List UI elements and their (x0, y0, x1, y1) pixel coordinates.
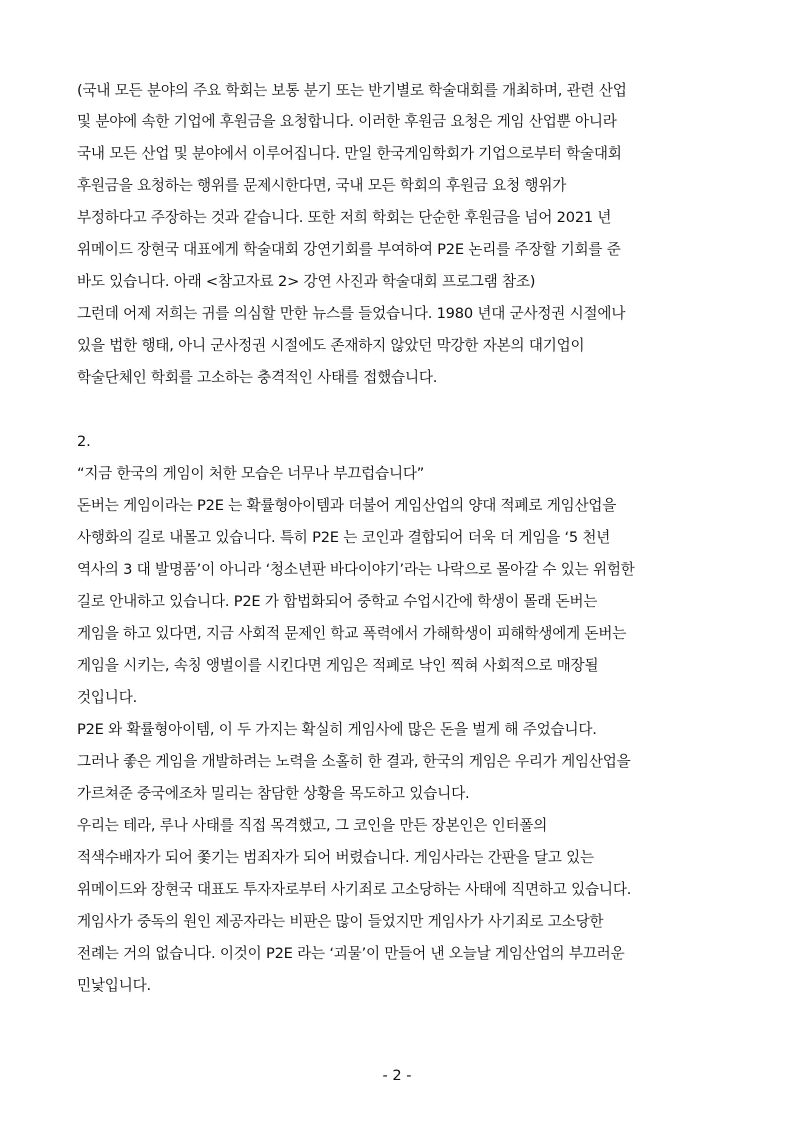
text-line: 게임사가 중독의 원인 제공자라는 비판은 많이 들었지만 게임사가 사기죄로 고소당한 (77, 913, 604, 930)
page-number: - 2 - (382, 1067, 412, 1084)
text-line: 돈버는 게임이라는 P2E 는 확률형아이템과 더불어 게임산업의 양대 적폐로 게임산업을 (77, 497, 617, 514)
section-number: 2. (77, 433, 91, 450)
text-line: 바도 있습니다. 아래 <참고자료 2> 강연 사진과 학술대회 프로그램 참조) (77, 273, 536, 290)
text-line: 적색수배자가 되어 쫓기는 범죄자가 되어 버렸습니다. 게임사라는 간판을 달고 있는 (77, 849, 594, 866)
text-line: 부정하다고 주장하는 것과 같습니다. 또한 저희 학회는 단순한 후원금을 넘어 2021 년 (77, 209, 612, 226)
text-line: 게임을 시키는, 속칭 앵벌이를 시킨다면 게임은 적폐로 낙인 찍혀 사회적으로 매장될 (77, 657, 599, 674)
text-line: 우리는 테라, 루나 사태를 직접 목격했고, 그 코인을 만든 장본인은 인터폴의 (77, 817, 548, 834)
text-line: 위메이드 장현국 대표에게 학술대회 강연기회를 부여하여 P2E 논리를 주장할 기회를 준 (77, 241, 621, 258)
text-line: 게임을 하고 있다면, 지금 사회적 문제인 학교 폭력에서 가해학생이 피해학생에게 돈버는 (77, 625, 627, 642)
text-line: 길로 안내하고 있습니다. P2E 가 합법화되어 중학교 수업시간에 학생이 몰래 돈버는 (77, 593, 598, 610)
text-line: 사행화의 길로 내몰고 있습니다. 특히 P2E 는 코인과 결합되어 더욱 더 게임을 ‘5 천년 (77, 529, 611, 546)
text-line: (국내 모든 분야의 주요 학회는 보통 분기 또는 반기별로 학술대회를 개최하며, 관련 산업 (77, 82, 627, 99)
text-line: 국내 모든 산업 및 분야에서 이루어집니다. 만일 한국게임학회가 기업으로부터 학술대회 (77, 145, 622, 162)
text-line: 위메이드와 장현국 대표도 투자자로부터 사기죄로 고소당하는 사태에 직면하고 있습니다. (77, 881, 632, 898)
text-line: 역사의 3 대 발명품’이 아니라 ‘청소년판 바다이야기’라는 나락으로 몰아갈 수 있는 위험한 (77, 561, 635, 578)
section-heading: “지금 한국의 게임이 처한 모습은 너무나 부끄럽습니다” (77, 465, 425, 482)
text-line: 전례는 거의 없습니다. 이것이 P2E 라는 ‘괴물’이 만들어 낸 오늘날 게임산업의 부끄러운 (77, 945, 625, 962)
text-line: 것입니다. (77, 689, 138, 706)
text-line: 있을 법한 행태, 아니 군사정권 시절에도 존재하지 않았던 막강한 자본의 대기업이 (77, 337, 585, 354)
text-line: 학술단체인 학회를 고소하는 충격적인 사태를 접했습니다. (77, 369, 438, 386)
text-line: P2E 와 확률형아이템, 이 두 가지는 확실히 게임사에 많은 돈을 벌게 해 주었습니다. (77, 721, 597, 738)
text-line: 및 분야에 속한 기업에 후원금을 요청합니다. 이러한 후원금 요청은 게임 산업뿐 아니라 (77, 113, 617, 130)
text-line: 민낯입니다. (77, 977, 151, 994)
text-line: 가르쳐준 중국에조차 밀리는 참담한 상황을 목도하고 있습니다. (77, 785, 470, 802)
text-line: 후원금을 요청하는 행위를 문제시한다면, 국내 모든 학회의 후원금 요청 행위가 (77, 177, 567, 194)
text-line: 그러나 좋은 게임을 개발하려는 노력을 소홀히 한 결과, 한국의 게임은 우리가 게임산업을 (77, 753, 631, 770)
text-line: 그런데 어제 저희는 귀를 의심할 만한 뉴스를 들었습니다. 1980 년대 군사정권 시절에나 (77, 305, 626, 322)
